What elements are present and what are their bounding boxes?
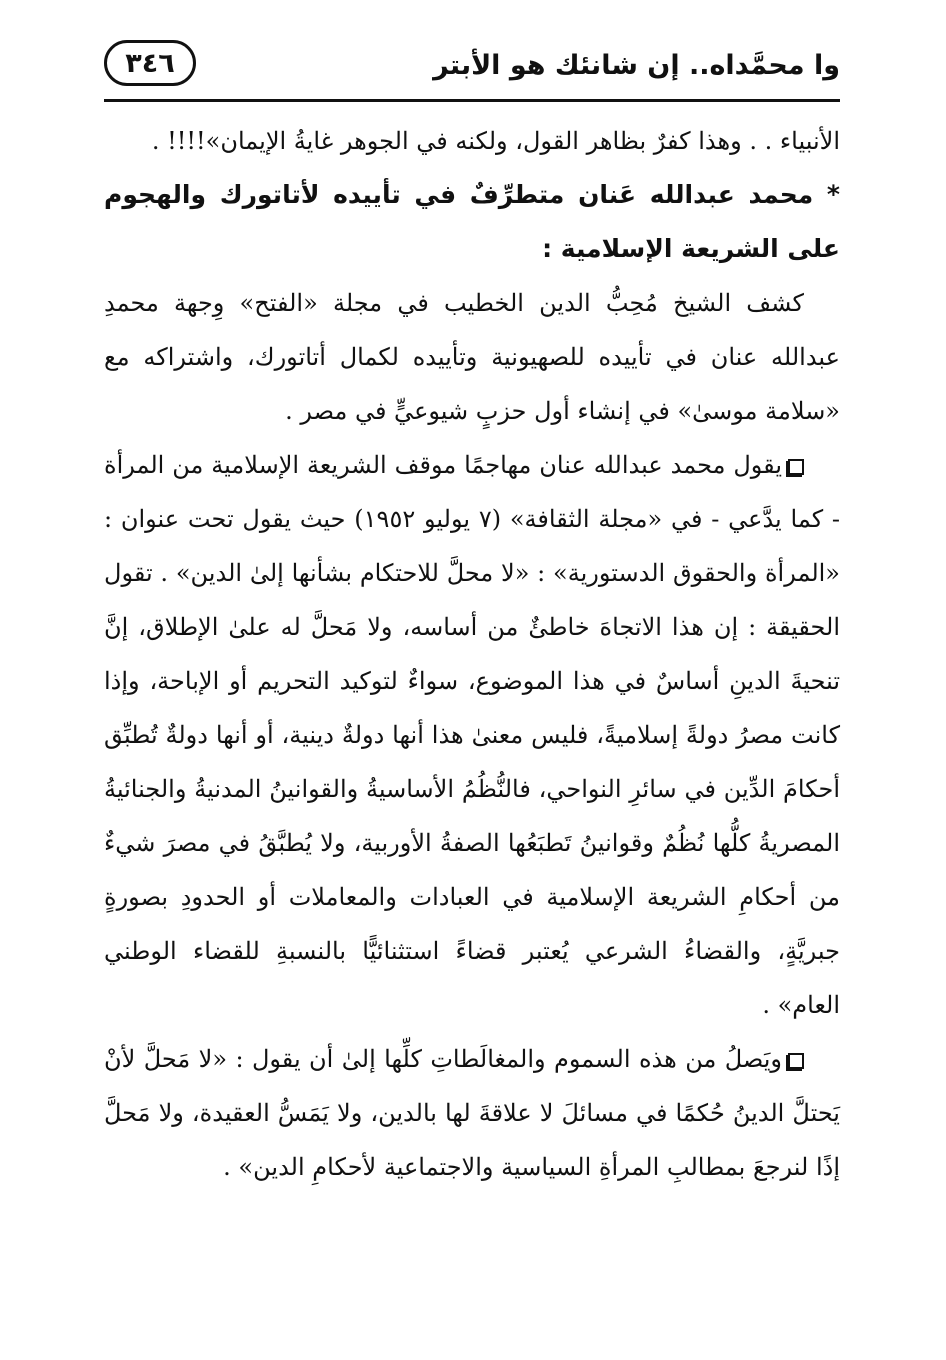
box-bullet-icon (788, 459, 804, 475)
running-header (104, 40, 840, 98)
quote-paragraph-1-text: يقول محمد عبدالله عنان مهاجمًا موقف الشريعة الإسلامية من المرأة - كما يدَّعي - في «مجلة الثقافة» (٧ يوليو ١٩٥٢) حيث يقول تحت عنوان : «المرأة والحقوق الدستورية» : «لا محلَّ للاحتكام بشأنها إلىٰ الدين» . تقول الحقيقة : إن هذا الاتجاهَ خاطئٌ من أساسه، ولا مَحلَّ له علىٰ الإطلاق، إنَّ تنحيةَ الدينِ أساسٌ في هذا الموضوع، سواءٌ لتوكيد التحريم أو الإباحة، وإذا كانت مصرُ دولةً إسلاميةً، فليس معنىٰ هذا أنها دولةٌ دينية، أو أنها دولةٌ تُطبِّق أحكامَ الدِّين في سائرِ النواحي، فالنُّظُمُ الأساسيةُ والقوانينُ المدنيةُ والجنائيةُ المصريةُ كلُّها نُظُمٌ وقوانينُ تَطبَعُها الصفةُ الأوربية، ولا يُطبَّقُ في مصرَ شيءٌ من أحكامِ الشريعة الإسلامية في العبادات والمعاملات أو الحدودِ بصورةٍ جبريَّةٍ، والقضاءُ الشرعي يُعتبر قضاءً استثنائيًّا بالنسبةِ للقضاء الوطني العام» . (104, 451, 841, 1019)
running-title: وا محمَّداه.. إن شانئك هو الأبتر (433, 50, 840, 81)
page-body (104, 114, 840, 1194)
quote-paragraph-2-text: ويَصلُ من هذه السموم والمغالَطاتِ كلِّها إلىٰ أن يقول : «لا مَحلَّ لأنْ يَحتلَّ الدينُ حُكمًا في مسائلَ لا علاقةَ لها بالدين، ولا يَمَسُّ العقيدة، ولا مَحلَّ إذًا لنرجعَ بمطالبِ المرأةِ السياسية والاجتماعية لأحكامِ الدين» . (104, 1045, 840, 1181)
page-number-badge (104, 40, 196, 86)
page-number: ٣٤٦ (125, 47, 175, 79)
header-divider (104, 99, 840, 102)
continuation-paragraph: الأنبياء . . وهذا كفرٌ بظاهر القول، ولكنه في الجوهر غايةُ الإيمان»!!!! . (151, 127, 840, 155)
intro-paragraph: كشف الشيخ مُحِبُّ الدين الخطيب في مجلة «الفتح» وِجهة محمدِ عبدالله عنان في تأييده للصهيونية وتأييده لكمال أتاتورك، واشتراكه مع «سلامة موسىٰ» في إنشاء أول حزبٍ شيوعيٍّ في مصر . (104, 289, 840, 425)
section-heading: * محمد عبدالله عَنان متطرِّفٌ في تأييده لأتاتورك والهجوم على الشريعة الإسلامية : (104, 180, 840, 263)
quote-paragraph-2 (104, 1032, 840, 1194)
box-bullet-icon (788, 1053, 804, 1069)
quote-paragraph-1 (104, 438, 840, 1032)
